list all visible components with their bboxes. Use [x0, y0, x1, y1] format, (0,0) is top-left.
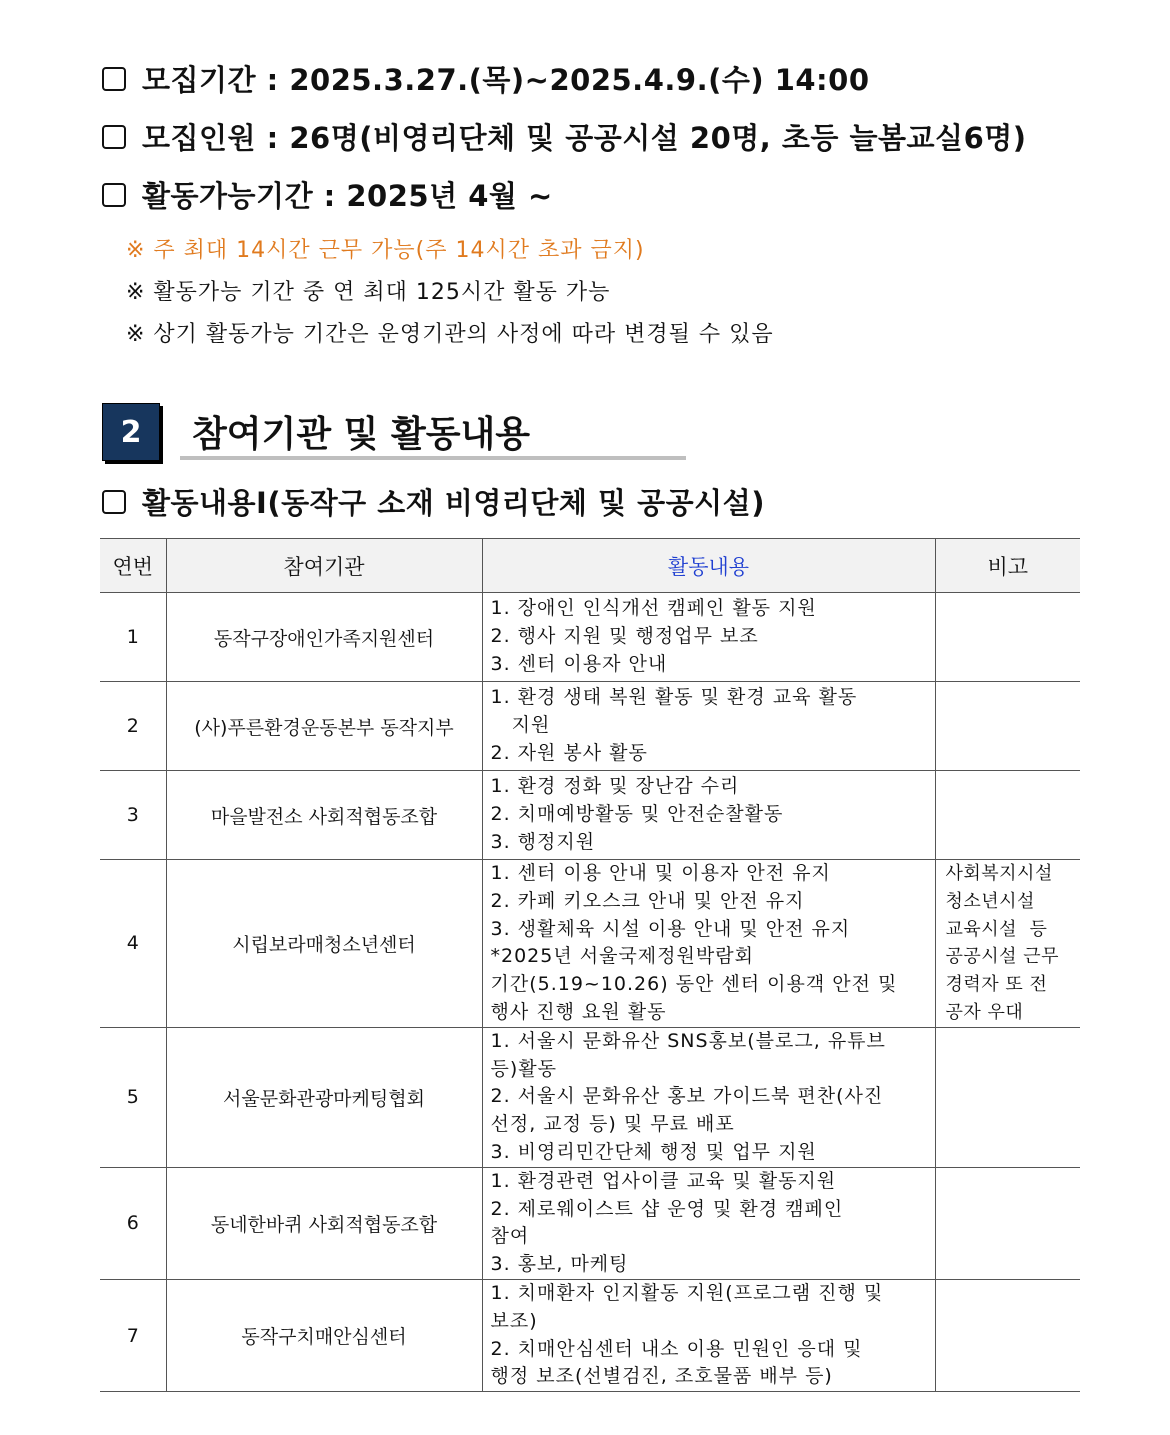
- checkbox-icon: [102, 67, 126, 91]
- table-row: [100, 682, 1080, 771]
- table-header-row: [100, 539, 1080, 593]
- bullet-activity-content: [102, 481, 765, 522]
- activity-line: 1. 센터 이용 안내 및 이용자 안전 유지: [490, 862, 831, 884]
- row-activity: [482, 1027, 935, 1167]
- remark-line: 공공시설 근무: [945, 946, 1060, 968]
- row-activity: [482, 682, 935, 771]
- activity-line: 등)활동: [490, 1057, 557, 1080]
- table-row: [100, 860, 1080, 1028]
- row-activity: [482, 1167, 935, 1279]
- remark-line: 교육시설 등: [945, 918, 1048, 940]
- activity-line: 2. 카페 키오스크 안내 및 안전 유지: [490, 889, 805, 912]
- activity-line: 3. 센터 이용자 안내: [490, 652, 668, 675]
- activity-line: 기간(5.19~10.26) 동안 센터 이용객 안전 및: [490, 973, 898, 996]
- activity-line: 1. 환경 생태 복원 활동 및 환경 교육 활동: [490, 686, 858, 709]
- row-organization: 시립보라매청소년센터: [166, 860, 482, 1028]
- activity-line: 선정, 교정 등) 및 무료 배포: [490, 1113, 735, 1136]
- activity-line: 2. 행사 지원 및 행정업무 보조: [490, 625, 759, 648]
- row-number: 5: [100, 1027, 166, 1167]
- activity-line: 1. 치매환자 인지활동 지원(프로그램 진행 및: [490, 1281, 884, 1304]
- row-organization: 서울문화관광마케팅협회: [166, 1027, 482, 1167]
- bullet-text: 모집인원 : 26명(비영리단체 및 공공시설 20명, 초등 늘봄교실6명): [142, 121, 1027, 155]
- row-organization: 동작구치매안심센터: [166, 1279, 482, 1391]
- checkbox-icon: [102, 490, 126, 514]
- row-number: 4: [100, 860, 166, 1028]
- activity-line: 참여: [490, 1225, 530, 1248]
- row-organization: 마을발전소 사회적협동조합: [166, 771, 482, 860]
- table-row: [100, 1027, 1080, 1167]
- row-remark: [935, 771, 1080, 860]
- activity-line: 1. 환경관련 업사이클 교육 및 활동지원: [490, 1169, 837, 1192]
- note-change: ※ 상기 활동가능 기간은 운영기관의 사정에 따라 변경될 수 있음: [126, 322, 774, 347]
- activity-line: 2. 제로웨이스트 샵 운영 및 환경 캠페인: [490, 1197, 844, 1220]
- row-number: 6: [100, 1167, 166, 1279]
- remark-line: 사회복지시설: [945, 863, 1053, 884]
- remark-line: 공자 우대: [945, 1001, 1024, 1023]
- bullet-recruit-count: [102, 116, 1027, 157]
- activity-line: 2. 치매안심센터 내소 이용 민원인 응대 및: [490, 1337, 863, 1360]
- row-number: 7: [100, 1279, 166, 1391]
- header-org: 참여기관: [166, 539, 482, 593]
- activity-line: 3. 생활체육 시설 이용 안내 및 안전 유지: [490, 917, 851, 940]
- activity-line: 1. 장애인 인식개선 캠페인 활동 지원: [490, 597, 817, 620]
- activity-line: *2025년 서울국제정원박람회: [490, 945, 754, 968]
- row-activity: [482, 771, 935, 860]
- activity-line: 2. 자원 봉사 활동: [490, 741, 648, 764]
- row-number: 1: [100, 593, 166, 682]
- header-no: 연번: [100, 539, 166, 593]
- activity-line: 1. 환경 정화 및 장난감 수리: [490, 775, 740, 798]
- header-activity: 활동내용: [482, 539, 935, 593]
- bullet-text: 활동내용Ⅰ(동작구 소재 비영리단체 및 공공시설): [142, 486, 765, 520]
- activity-line: 보조): [490, 1309, 538, 1332]
- row-organization: 동작구장애인가족지원센터: [166, 593, 482, 682]
- section-title: 참여기관 및 활동내용: [192, 414, 531, 455]
- bullet-activity-period: [102, 174, 553, 215]
- activity-line: 지원: [490, 714, 551, 737]
- row-organization: 동네한바퀴 사회적협동조합: [166, 1167, 482, 1279]
- activity-line: 3. 홍보, 마케팅: [490, 1253, 629, 1276]
- activity-line: 행사 진행 요원 활동: [490, 1000, 667, 1023]
- row-number: 3: [100, 771, 166, 860]
- row-remark: [935, 593, 1080, 682]
- activity-table: [100, 538, 1080, 1392]
- activity-line: 2. 서울시 문화유산 홍보 가이드북 편찬(사진: [490, 1085, 884, 1108]
- header-remark: 비고: [935, 539, 1080, 593]
- table-row: [100, 1279, 1080, 1391]
- table-row: [100, 771, 1080, 860]
- row-activity: [482, 1279, 935, 1391]
- section-number: 2: [102, 403, 160, 461]
- bullet-text: 모집기간 : 2025.3.27.(목)~2025.4.9.(수) 14:00: [142, 63, 870, 97]
- checkbox-icon: [102, 183, 126, 207]
- row-activity: [482, 860, 935, 1028]
- checkbox-icon: [102, 125, 126, 149]
- activity-line: 3. 비영리민간단체 행정 및 업무 지원: [490, 1140, 817, 1163]
- remark-line: 청소년시설: [945, 890, 1035, 912]
- row-remark: [935, 860, 1080, 1028]
- note-yearly-limit: ※ 활동가능 기간 중 연 최대 125시간 활동 가능: [126, 280, 611, 305]
- activity-line: 1. 서울시 문화유산 SNS홍보(블로그, 유튜브: [490, 1029, 886, 1052]
- row-organization: (사)푸른환경운동본부 동작지부: [166, 682, 482, 771]
- activity-line: 3. 행정지원: [490, 830, 596, 853]
- note-weekly-limit: ※ 주 최대 14시간 근무 가능(주 14시간 초과 금지): [126, 238, 645, 263]
- activity-line: 행정 보조(선별검진, 조호물품 배부 등): [490, 1365, 833, 1388]
- table-row: [100, 593, 1080, 682]
- bullet-text: 활동가능기간 : 2025년 4월 ~: [142, 179, 553, 213]
- bullet-recruit-period: [102, 58, 870, 99]
- table-row: [100, 1167, 1080, 1279]
- row-activity: [482, 593, 935, 682]
- row-number: 2: [100, 682, 166, 771]
- row-remark: [935, 682, 1080, 771]
- remark-line: 경력자 또 전: [945, 974, 1048, 996]
- row-remark: [935, 1027, 1080, 1167]
- row-remark: [935, 1279, 1080, 1391]
- activity-line: 2. 치매예방활동 및 안전순찰활동: [490, 803, 784, 826]
- section-underline: [180, 456, 686, 460]
- row-remark: [935, 1167, 1080, 1279]
